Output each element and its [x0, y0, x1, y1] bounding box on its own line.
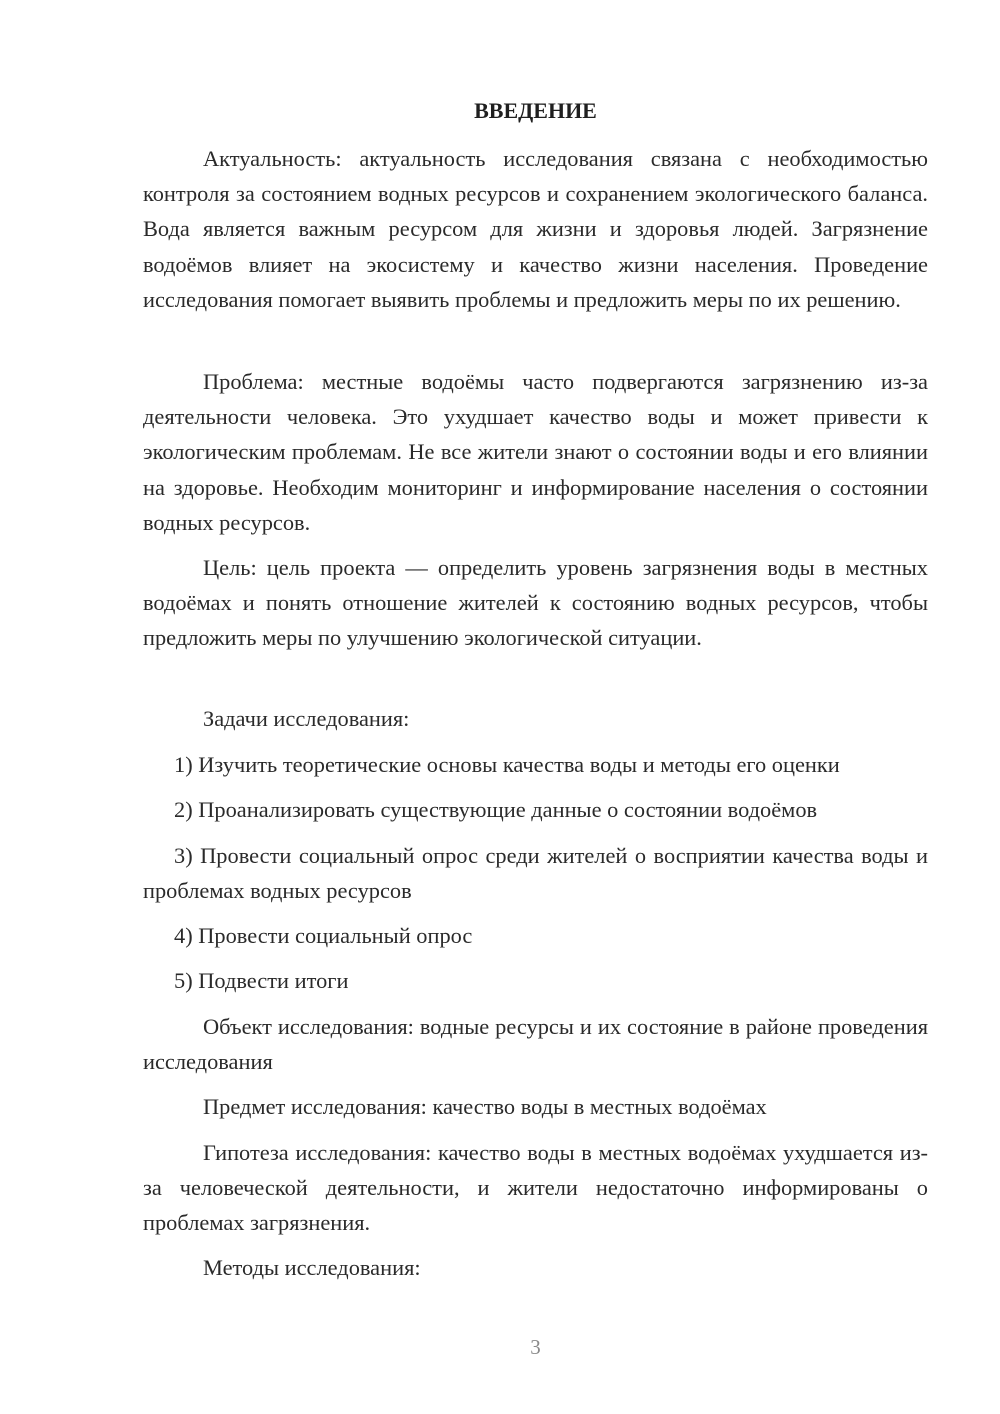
paragraph-goal: Цель: цель проекта — определить уровень загрязнения воды в местных водоёмах и понять отношение жителей к состоянию водных ресурсов, чтобы предложить меры по улучшению экологической ситуации.: [143, 555, 928, 651]
task-item-1: 1) Изучить теоретические основы качества воды и методы его оценки: [174, 752, 840, 777]
task-item-4: 4) Провести социальный опрос: [174, 923, 473, 948]
tasks-title: Задачи исследования:: [203, 706, 410, 731]
task-item-5: 5) Подвести итоги: [174, 968, 349, 993]
document-page: [143, 0, 928, 1414]
paragraph-subject: Предмет исследования: качество воды в местных водоёмах: [203, 1094, 767, 1119]
page-number: 3: [530, 1335, 541, 1359]
paragraph-relevance: Актуальность: актуальность исследования связана с необходимостью контроля за состоянием водных ресурсов и сохранением экологического баланса. Вода является важным ресурсом для жизни и здоровья людей. Загрязнение водоёмов влияет на экосистему и качество жизни населения. Проведение исследования помогает выявить проблемы и предложить меры по их решению.: [143, 146, 928, 312]
methods-title: Методы исследования:: [203, 1255, 421, 1280]
paragraph-hypothesis: Гипотеза исследования: качество воды в местных водоёмах ухудшается из-за человеческой деятельности, и жители недостаточно информированы о проблемах загрязнения.: [143, 1140, 928, 1236]
paragraph-problem: Проблема: местные водоёмы часто подвергаются загрязнению из-за деятельности человека. Это ухудшает качество воды и может привести к экологическим проблемам. Не все жители знают о состоянии воды и его влиянии на здоровье. Необходим мониторинг и информирование населения о состоянии водных ресурсов.: [143, 369, 928, 535]
task-item-3: 3) Провести социальный опрос среди жителей о восприятии качества воды и проблемах водных ресурсов: [143, 843, 928, 904]
paragraph-object: Объект исследования: водные ресурсы и их состояние в районе проведения исследования: [143, 1014, 928, 1075]
page-title: ВВЕДЕНИЕ: [474, 98, 597, 123]
task-item-2: 2) Проанализировать существующие данные о состоянии водоёмов: [174, 797, 818, 822]
